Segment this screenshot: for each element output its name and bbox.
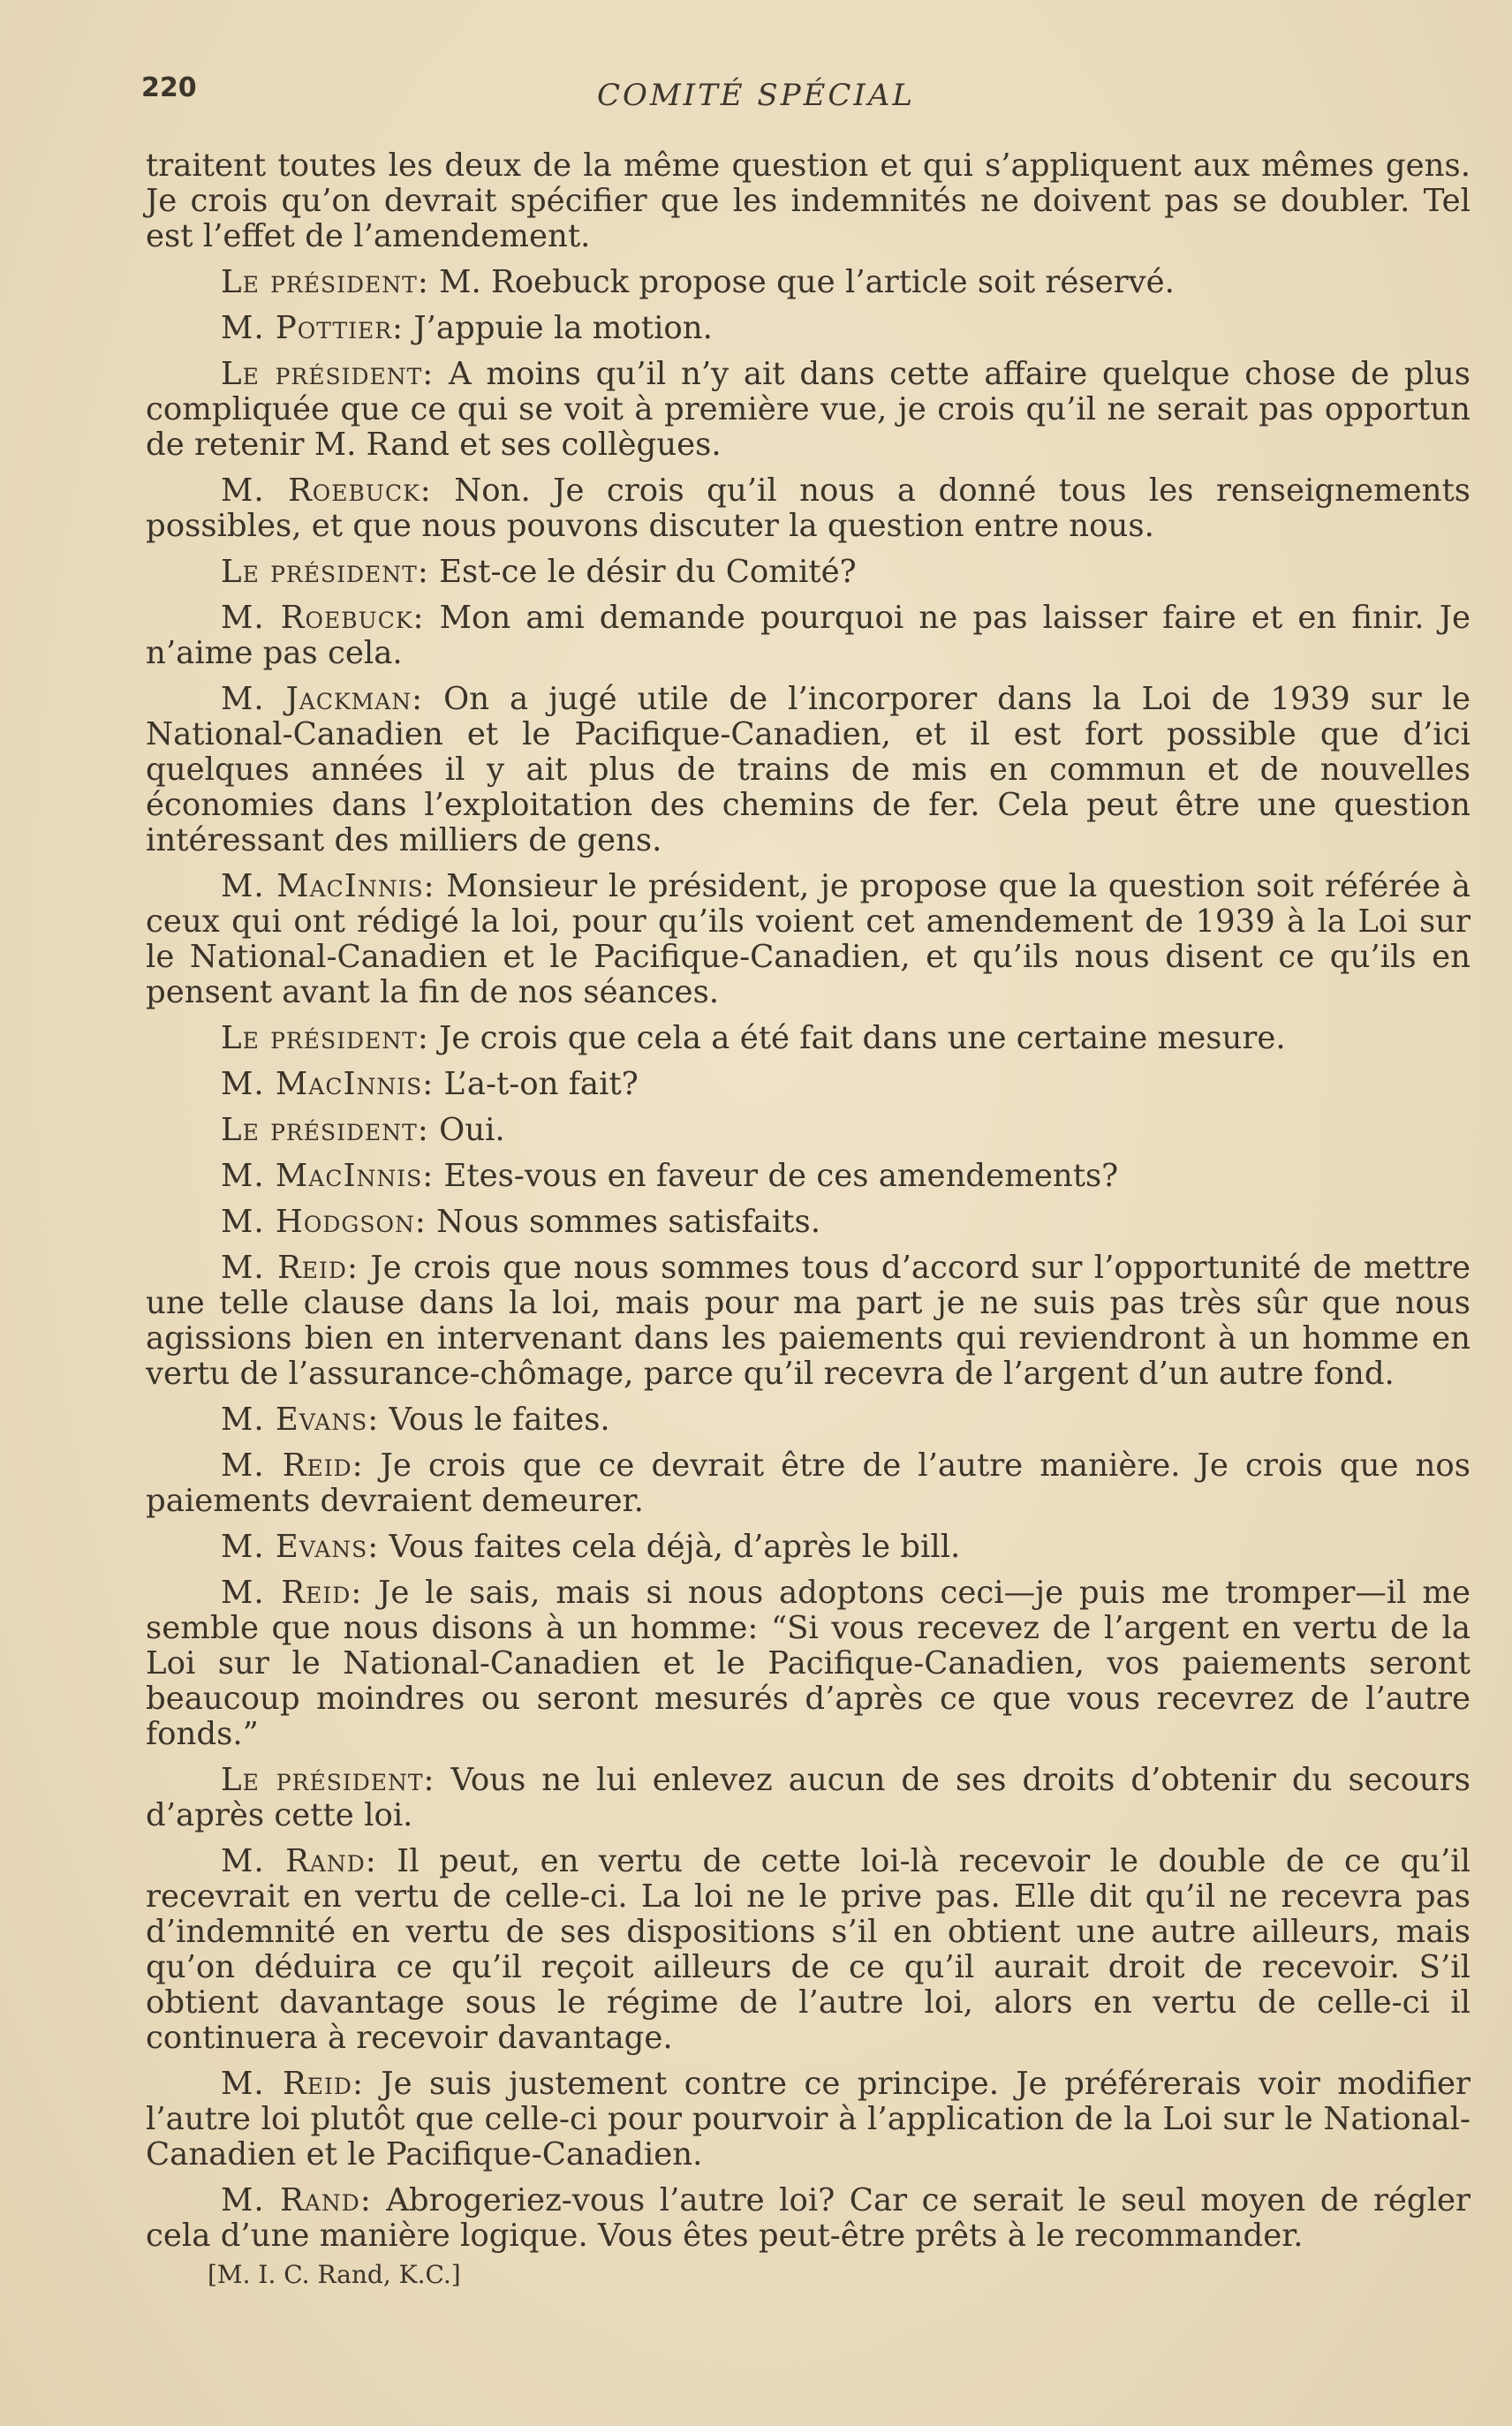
paragraph [146, 1530, 1470, 1565]
footnote-attribution: [M. I. C. Rand, K.C.] [208, 2260, 461, 2289]
paragraph-text: A moins qu’il n’y ait dans cette affaire quelque chose de plus compliquée que ce qui se voit à première vue, je crois qu’il ne serait pas opportun de retenir M. Rand et ses collègues. [146, 356, 1470, 463]
paragraph [146, 473, 1470, 544]
paragraph-text: Nous sommes satisfaits. [436, 1204, 821, 1240]
paragraph-text: Monsieur le président, je propose que la question soit référée à ceux qui ont rédigé la loi, pour qu’ils voient cet amendement de 1939 à la Loi sur le National-Canadien et le Pacifique-Canadien, et qu’ils nous disent ce qu’ils en pensent avant la fin de nos séances. [146, 868, 1470, 1010]
paragraph [146, 2067, 1470, 2173]
paragraph-text: On a jugé utile de l’incorporer dans la Loi de 1939 sur le National-Canadien et le Pacifique-Canadien, et il est fort possible que d’ici quelques années il y ait plus de trains de mis en commun et de nouvelles économies dans l’exploitation des chemins de fer. Cela peut être une question intéressant des milliers de gens. [146, 681, 1470, 858]
speaker-name: M. Reid: [221, 2066, 364, 2102]
speaker-name: M. Evans: [221, 1529, 380, 1565]
paragraph-text: M. Roebuck propose que l’article soit réservé. [439, 264, 1175, 300]
paragraph [146, 555, 1470, 590]
paragraph [146, 1448, 1470, 1519]
speaker-name: M. Jackman: [221, 681, 424, 717]
speaker-name: M. Rand: [221, 2182, 372, 2218]
speaker-name: M. Hodgson: [221, 1204, 427, 1240]
paragraph-text: Je suis justement contre ce principe. Je préférerais voir modifier l’autre loi plutôt que celle-ci pour pourvoir à l’application de la Loi sur le National-Canadien et le Pacifique-Canadien. [146, 2066, 1470, 2173]
speaker-name: Le président: [221, 554, 429, 590]
speaker-name: M. Reid: [221, 1250, 359, 1286]
speaker-name: Le président: [221, 264, 429, 300]
paragraph-text: Etes-vous en faveur de ces amendements? [443, 1158, 1119, 1194]
paragraph-text: Mon ami demande pourquoi ne pas laisser faire et en finir. Je n’aime pas cela. [146, 600, 1470, 671]
speaker-name: Le président: [221, 1762, 435, 1798]
speaker-name: M. MacInnis: [221, 868, 435, 904]
paragraph [146, 1113, 1470, 1148]
speaker-name: M. Pottier: [221, 310, 404, 346]
paragraph-text: Je crois que cela a été fait dans une certaine mesure. [439, 1020, 1286, 1056]
paragraph [146, 311, 1470, 346]
paragraph-text: L’a-t-on fait? [443, 1066, 639, 1102]
paragraph [146, 357, 1470, 463]
running-head: COMITÉ SPÉCIAL [596, 78, 915, 113]
paragraph-text: Je le sais, mais si nous adoptons ceci—je puis me tromper—il me semble que nous disons à un homme: “Si vous recevez de l’argent en vertu de la Loi sur le National-Canadien et le Pacifique-Canadien, vos paiements seront beaucoup moindres ou seront mesurés d’après ce que vous recevrez de l’autre fonds.” [146, 1575, 1470, 1752]
paragraph [146, 1067, 1470, 1102]
paragraph [146, 1576, 1470, 1752]
paragraph [146, 682, 1470, 858]
page-number: 220 [141, 72, 197, 103]
paragraph [146, 2183, 1470, 2254]
speaker-name: Le président: [221, 1112, 429, 1148]
paragraph-text: Il peut, en vertu de cette loi-là recevoir le double de ce qu’il recevrait en vertu de celle-ci. La loi ne le prive pas. Elle dit qu’il ne recevra pas d’indemnité en vertu de ses dispositions s’il en obtient une autre ailleurs, mais qu’on déduira ce qu’il reçoit ailleurs de ce qu’il aurait droit de recevoir. S’il obtient davantage sous le régime de l’autre loi, alors en vertu de celle-ci il continuera à recevoir davantage. [146, 1843, 1470, 2056]
paragraph-text: traitent toutes les deux de la même question et qui s’appliquent aux mêmes gens. Je crois qu’on devrait spécifier que les indemnités ne doivent pas se doubler. Tel est l’effet de l’amendement. [146, 147, 1470, 254]
paragraph-text: Je crois que nous sommes tous d’accord sur l’opportunité de mettre une telle clause dans la loi, mais pour ma part je ne suis pas très sûr que nous agissions bien en intervenant dans les paiements qui reviendront à un homme en vertu de l’assurance-chômage, parce qu’il recevra de l’argent d’un autre fond. [146, 1250, 1470, 1392]
paragraph [146, 265, 1470, 300]
transcript-body [146, 148, 1470, 2289]
paragraph-text: Vous le faites. [389, 1402, 610, 1438]
speaker-name: Le président: [221, 1020, 429, 1056]
speaker-name: M. Reid: [221, 1447, 364, 1484]
speaker-name: M. Reid: [221, 1575, 363, 1611]
paragraph [146, 1251, 1470, 1392]
paragraph [146, 148, 1470, 254]
paragraph-text: Oui. [439, 1112, 505, 1148]
paragraph [146, 1205, 1470, 1240]
speaker-name: Le président: [221, 356, 435, 392]
speaker-name: M. MacInnis: [221, 1066, 435, 1102]
paragraph [146, 1159, 1470, 1194]
paragraph [146, 601, 1470, 671]
paragraph-text: Abrogeriez-vous l’autre loi? Car ce serait le seul moyen de régler cela d’une manière logique. Vous êtes peut-être prêts à le recommander. [146, 2182, 1470, 2254]
paragraph [146, 1402, 1470, 1438]
paragraph-text: Non. Je crois qu’il nous a donné tous les renseignements possibles, et que nous pouvons discuter la question entre nous. [146, 472, 1470, 544]
paragraph-text: Je crois que ce devrait être de l’autre manière. Je crois que nos paiements devraient demeurer. [146, 1447, 1470, 1519]
paragraph [146, 1763, 1470, 1833]
speaker-name: M. Roebuck: [221, 600, 425, 636]
paragraph-text: Vous ne lui enlevez aucun de ses droits d’obtenir du secours d’après cette loi. [146, 1762, 1470, 1833]
speaker-name: M. Roebuck: [221, 472, 432, 509]
paragraph [146, 1021, 1470, 1056]
paragraph [146, 869, 1470, 1010]
speaker-name: M. Evans: [221, 1402, 380, 1438]
paragraph [146, 1844, 1470, 2056]
paragraph-text: J’appuie la motion. [413, 310, 713, 346]
paragraph-text: Vous faites cela déjà, d’après le bill. [389, 1529, 961, 1565]
paragraph-text: Est-ce le désir du Comité? [439, 554, 857, 590]
speaker-name: M. Rand: [221, 1843, 377, 1879]
speaker-name: M. MacInnis: [221, 1158, 435, 1194]
